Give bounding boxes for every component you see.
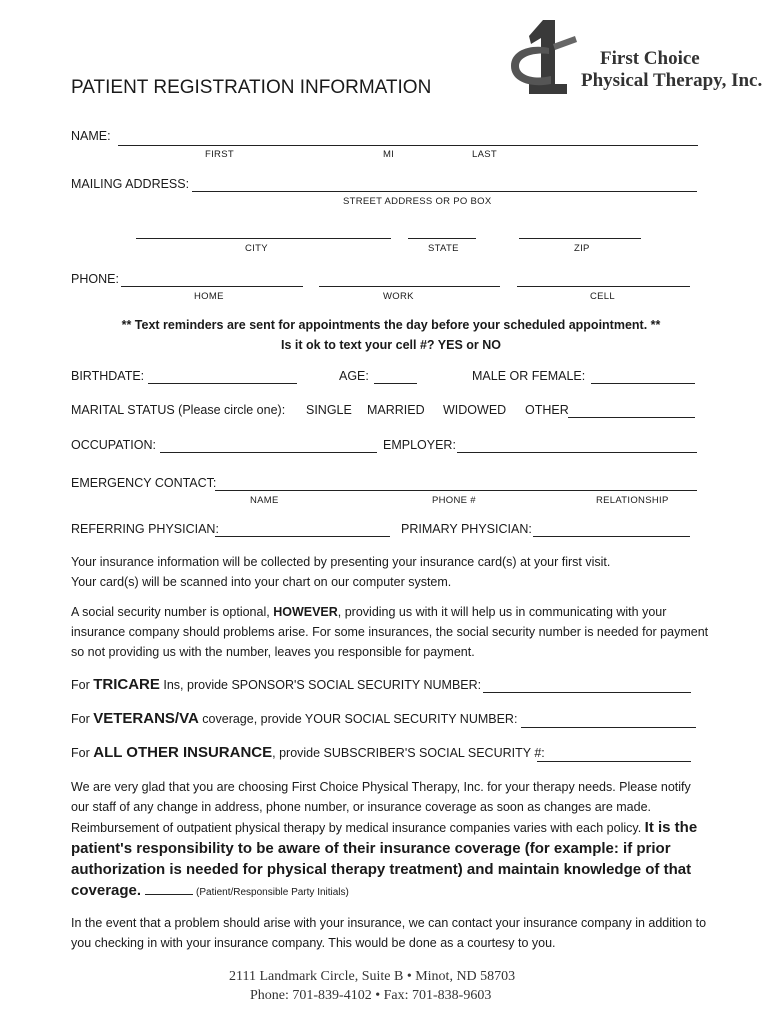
occupation-field[interactable] — [160, 452, 377, 453]
home-phone-field[interactable] — [121, 286, 303, 287]
birthdate-label: BIRTHDATE: — [71, 369, 145, 383]
initials-field[interactable] — [145, 884, 193, 895]
primary-field[interactable] — [533, 536, 690, 537]
city-field[interactable] — [136, 238, 391, 239]
sex-field[interactable] — [591, 383, 695, 384]
other-ssn-field[interactable] — [537, 761, 691, 762]
logo-mark-icon — [505, 14, 585, 102]
age-label: AGE: — [339, 369, 369, 383]
employer-field[interactable] — [457, 452, 697, 453]
occupation-label: OCCUPATION: — [71, 438, 156, 452]
marital-married[interactable]: MARRIED — [367, 403, 425, 417]
cell-caption: CELL — [590, 291, 615, 302]
logo-line1: First Choice — [600, 48, 700, 69]
va-ssn-field[interactable] — [521, 727, 696, 728]
referring-field[interactable] — [215, 536, 390, 537]
home-caption: HOME — [194, 291, 224, 302]
name-mi-caption: MI — [383, 149, 395, 160]
tricare-ssn-field[interactable] — [483, 692, 691, 693]
other-ins-row: For ALL OTHER INSURANCE, provide SUBSCRIBER'S SOCIAL SECURITY #: — [71, 744, 545, 761]
marital-other[interactable]: OTHER — [525, 403, 569, 417]
marital-single[interactable]: SINGLE — [306, 403, 352, 417]
cell-phone-field[interactable] — [517, 286, 690, 287]
footer-address: 2111 Landmark Circle, Suite B • Minot, ND 58703 — [229, 969, 516, 984]
sex-label: MALE OR FEMALE: — [472, 369, 586, 383]
responsibility-paragraph: We are very glad that you are choosing First Choice Physical Therapy, Inc. for your therapy needs. Please notify our staff of any change in address, phone number, or insurance coverage as soon as changes are made. Reimbursement of outpatient physical therapy by medical insurance companies varies with each policy. It is the patient's responsibility to be aware of their insurance coverage (for example: if prior authorization is needed for physical therapy treatment) and maintain knowledge of that coverage. (Patient/Responsible Party Initials) — [71, 780, 698, 899]
insurance-paragraph — [71, 552, 711, 592]
problem-paragraph: In the event that a problem should arise with your insurance, we can contact your insurance company in addition to you checking in with your insurance company. This would be done as a courtesy to you. — [71, 916, 707, 950]
address-label: MAILING ADDRESS: — [71, 177, 190, 191]
emergency-relationship-caption: RELATIONSHIP — [596, 495, 669, 506]
marital-widowed[interactable]: WIDOWED — [443, 403, 507, 417]
ssn-paragraph: A social security number is optional, HOWEVER, providing us with it will help us in communicating with your insurance company should problems arise. For some insurances, the social security number is needed for payment so not providing us with the number, leaves you responsible for payment. — [71, 605, 709, 659]
marital-label: MARITAL STATUS (Please circle one): — [71, 403, 286, 417]
state-field[interactable] — [408, 238, 476, 239]
emergency-phone-caption: PHONE # — [432, 495, 476, 506]
age-field[interactable] — [374, 383, 417, 384]
primary-label: PRIMARY PHYSICIAN: — [401, 522, 532, 536]
va-row: For VETERANS/VA coverage, provide YOUR SOCIAL SECURITY NUMBER: — [71, 710, 518, 727]
name-last-caption: LAST — [472, 149, 497, 160]
emergency-name-caption: NAME — [250, 495, 279, 506]
referring-label: REFERRING PHYSICIAN: — [71, 522, 219, 536]
footer-phone: Phone: 701-839-4102 • Fax: 701-838-9603 — [250, 988, 492, 1003]
birthdate-field[interactable] — [148, 383, 297, 384]
emergency-label: EMERGENCY CONTACT: — [71, 476, 217, 490]
insurance-line1: Your insurance information will be collected by presenting your insurance card(s) at your first visit. — [71, 555, 611, 569]
street-field[interactable] — [192, 191, 697, 192]
page-title: PATIENT REGISTRATION INFORMATION — [71, 77, 432, 98]
insurance-line2: Your card(s) will be scanned into your chart on our computer system. — [71, 575, 452, 589]
tricare-row: For TRICARE Ins, provide SPONSOR'S SOCIAL SECURITY NUMBER: — [71, 676, 482, 693]
name-field[interactable] — [118, 145, 698, 146]
name-label: NAME: — [71, 129, 111, 143]
company-logo — [505, 14, 763, 104]
employer-label: EMPLOYER: — [383, 438, 456, 452]
phone-label: PHONE: — [71, 272, 119, 286]
zip-field[interactable] — [519, 238, 641, 239]
street-caption: STREET ADDRESS OR PO BOX — [343, 196, 492, 207]
zip-caption: ZIP — [574, 243, 590, 254]
text-reminder-note: ** Text reminders are sent for appointments the day before your scheduled appointment. ** — [121, 318, 661, 332]
emergency-field[interactable] — [215, 490, 697, 491]
work-phone-field[interactable] — [319, 286, 500, 287]
name-first-caption: FIRST — [205, 149, 234, 160]
work-caption: WORK — [383, 291, 414, 302]
text-consent-question: Is it ok to text your cell #? YES or NO — [281, 338, 501, 352]
state-caption: STATE — [428, 243, 459, 254]
logo-line2: Physical Therapy, Inc. — [581, 70, 763, 91]
city-caption: CITY — [245, 243, 268, 254]
marital-other-field[interactable] — [568, 417, 695, 418]
